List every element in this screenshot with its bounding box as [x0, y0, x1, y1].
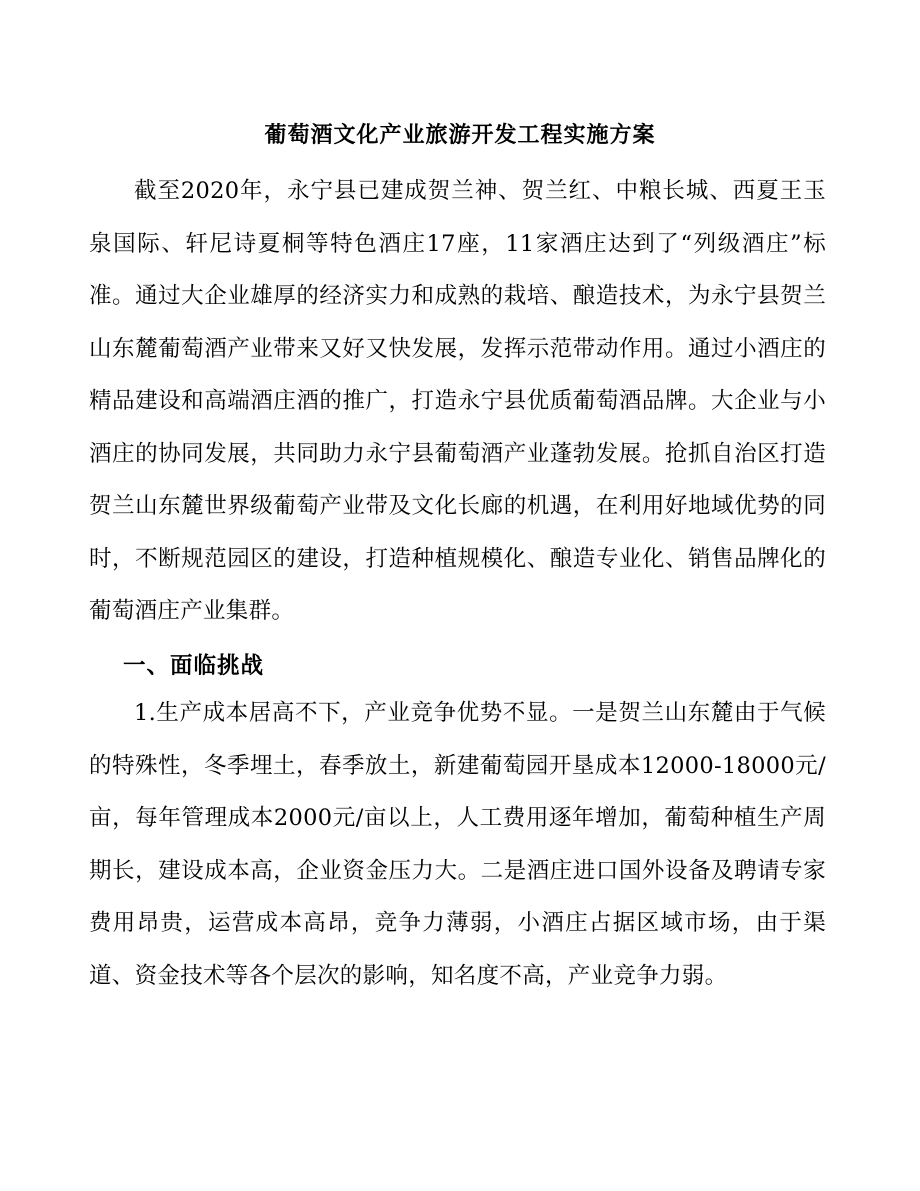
intro-paragraph: 截至2020年，永宁县已建成贺兰神、贺兰红、中粮长城、西夏王玉泉国际、轩尼诗夏桐等特色酒庄17座，11家酒庄达到了“列级酒庄”标准。通过大企业雄厚的经济实力和成熟的栽培、酿造技术，为永宁县贺兰山东麓葡萄酒产业带来又好又快发展，发挥示范带动作用。通过小酒庄的精品建设和高端酒庄酒的推广，打造永宁县优质葡萄酒品牌。大企业与小酒庄的协同发展，共同助力永宁县葡萄酒产业蓬勃发展。抢抓自治区打造贺兰山东麓世界级葡萄产业带及文化长廊的机遇，在利用好地域优势的同时，不断规范园区的建设，打造种植规模化、酿造专业化、销售品牌化的葡萄酒庄产业集群。 — [89, 178, 826, 624]
challenges-paragraph: 1.生产成本居高不下，产业竞争优势不显。一是贺兰山东麓由于气候的特殊性，冬季埋土，春季放土，新建葡萄园开垦成本12000-18000元/亩，每年管理成本2000元/亩以上，人工费用逐年增加，葡萄种植生产周期长，建设成本高，企业资金压力大。二是酒庄进口国外设备及聘请专家费用昂贵，运营成本高昂，竞争力薄弱，小酒庄占据区域市场，由于渠道、资金技术等各个层次的影响，知名度不高，产业竞争力弱。 — [89, 700, 826, 989]
section-heading-challenges: 一、面临挑战 — [123, 653, 265, 679]
document-title: 葡萄酒文化产业旅游开发工程实施方案 — [264, 122, 656, 148]
